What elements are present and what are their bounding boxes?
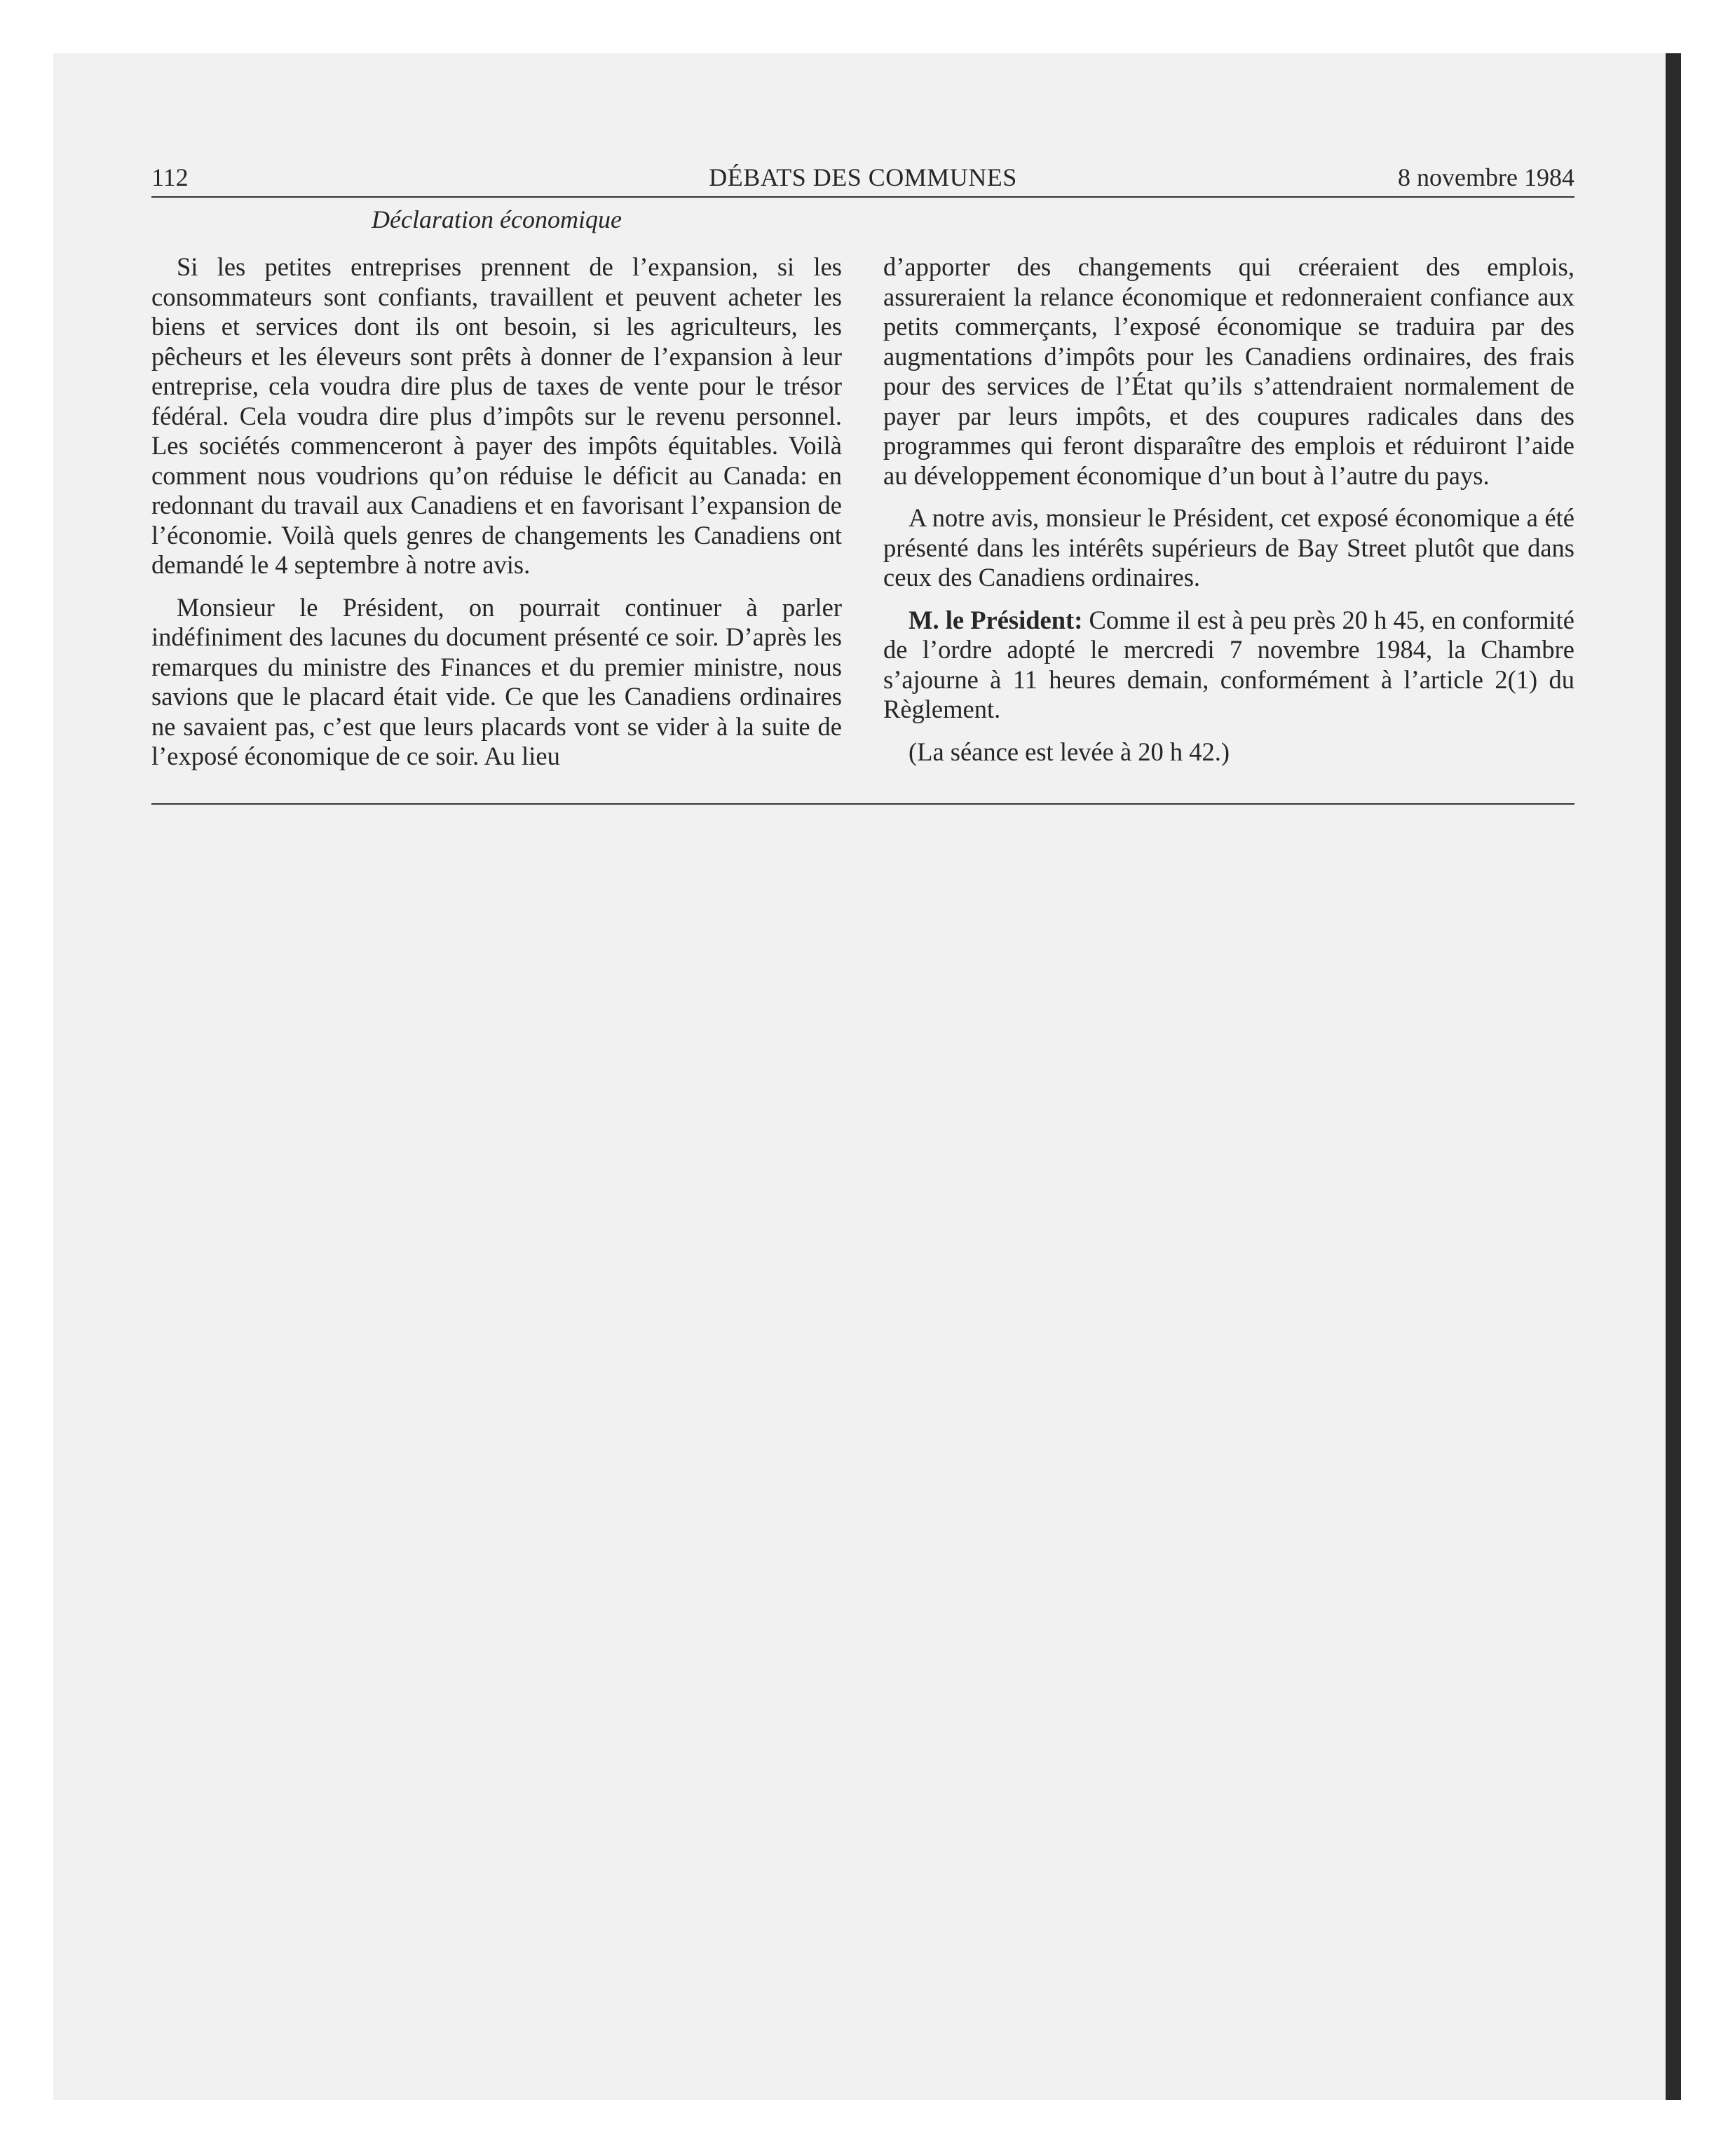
publication-title: DÉBATS DES COMMUNES bbox=[709, 163, 1017, 191]
closing-note: (La séance est levée à 20 h 42.) bbox=[909, 737, 1230, 766]
header-date: 8 novembre 1984 bbox=[1398, 163, 1574, 191]
section-heading: Déclaration économique bbox=[372, 205, 622, 233]
page-number: 112 bbox=[151, 163, 189, 191]
end-of-text-rule bbox=[151, 803, 1574, 805]
paragraph: A notre avis, monsieur le Président, cet exposé économique a été présenté dans les intérêts supérieurs de Bay Street plutôt que dans ceux des Canadiens ordinaires. bbox=[883, 503, 1574, 592]
speaker-text: Comme il est à peu près 20 h 45, en conformité de l’ordre adopté le mercredi 7 novembre 1984, la Chambre s’ajourne à 11 heures demain, conformément à l’article 2(1) du Règlement. bbox=[883, 605, 1575, 723]
left-column bbox=[151, 252, 842, 784]
paragraph: Si les petites entreprises prennent de l’expansion, si les consommateurs sont confiants, travaillent et peuvent acheter les biens et services dont ils ont besoin, si les agriculteurs, les pêcheurs et les éleveurs sont prêts à donner de l’expansion à leur entreprise, cela voudra dire plus de taxes de vente pour le trésor fédéral. Cela voudra dire plus d’impôts sur le revenu personnel. Les sociétés commenceront à payer des impôts équitables. Voilà comment nous voudrions qu’on réduise le déficit au Canada: en redonnant du travail aux Canadiens et en favorisant l’expansion de l’économie. Voilà quels genres de changements les Canadiens ont demandé le 4 septembre à notre avis. bbox=[151, 252, 842, 579]
scan-edge-strip bbox=[1666, 53, 1681, 2100]
header-rule bbox=[151, 196, 1574, 198]
paragraph: Monsieur le Président, on pourrait continuer à parler indéfiniment des lacunes du document présenté ce soir. D’après les remarques du ministre des Finances et du premier ministre, nous savions que le placard était vide. Ce que les Canadiens ordinaires ne savaient pas, c’est que leurs placards vont se vider à la suite de l’exposé économique de ce soir. Au lieu bbox=[151, 592, 842, 770]
speaker-paragraph bbox=[883, 606, 1574, 725]
right-column bbox=[883, 252, 1574, 779]
running-header bbox=[151, 163, 1574, 195]
speaker-name: M. le Président: bbox=[909, 605, 1083, 634]
paragraph-continuation: d’apporter des changements qui créeraient des emplois, assureraient la relance économique et redonneraient confiance aux petits commerçants, l’exposé économique se traduira par des augmentations d’impôts pour les Canadiens ordinaires, des frais pour des services de l’État qu’ils s’attendraient normalement de payer par leurs impôts, et des coupures radicales dans des programmes qui feront disparaître des emplois et réduiront l’aide au développement économique d’un bout à l’autre du pays. bbox=[883, 252, 1574, 490]
